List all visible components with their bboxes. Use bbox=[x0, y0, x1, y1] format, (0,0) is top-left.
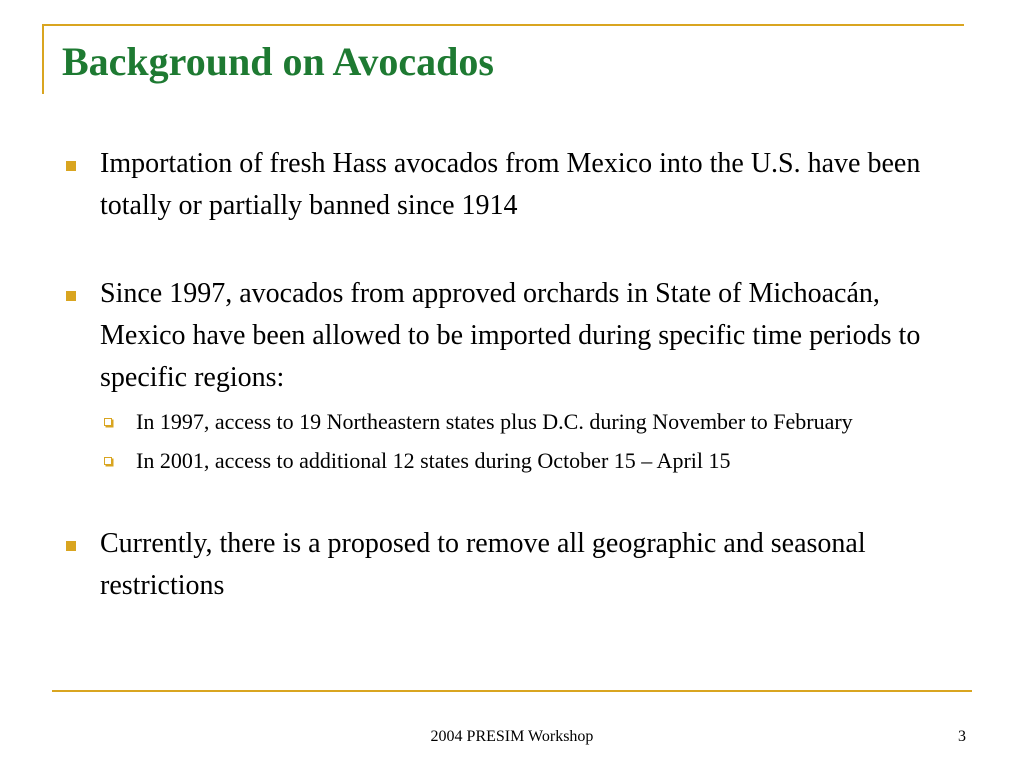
sub-bullet-text: In 2001, access to additional 12 states during October 15 – April 15 bbox=[136, 448, 731, 473]
square-bullet-icon bbox=[66, 161, 76, 171]
left-accent-line bbox=[42, 24, 44, 94]
square-bullet-icon bbox=[66, 541, 76, 551]
sub-bullet-item-2 bbox=[100, 444, 960, 477]
bullet-text: Currently, there is a proposed to remove all geographic and seasonal restrictions bbox=[100, 528, 866, 601]
bullet-text: Since 1997, avocados from approved orchards in State of Michoacán, Mexico have been allowed to be imported during specific time periods to specific regions: bbox=[100, 278, 921, 393]
top-accent-line bbox=[42, 24, 964, 26]
hollow-square-bullet-icon bbox=[104, 418, 112, 426]
bullet-item-2 bbox=[60, 273, 960, 477]
sub-bullet-text: In 1997, access to 19 Northeastern states plus D.C. during November to February bbox=[136, 409, 853, 434]
footer-divider bbox=[52, 690, 972, 692]
bullet-list bbox=[60, 143, 960, 607]
bullet-text: Importation of fresh Hass avocados from Mexico into the U.S. have been totally or partially banned since 1914 bbox=[100, 148, 921, 221]
footer-label: 2004 PRESIM Workshop bbox=[430, 728, 594, 745]
slide-title: Background on Avocados bbox=[62, 39, 494, 84]
bullet-item-1 bbox=[60, 143, 960, 227]
hollow-square-bullet-icon bbox=[104, 457, 112, 465]
sub-bullet-item-1 bbox=[100, 405, 960, 438]
sub-bullet-list bbox=[100, 405, 960, 477]
page-number: 3 bbox=[958, 728, 966, 745]
bullet-item-3 bbox=[60, 523, 960, 607]
square-bullet-icon bbox=[66, 291, 76, 301]
